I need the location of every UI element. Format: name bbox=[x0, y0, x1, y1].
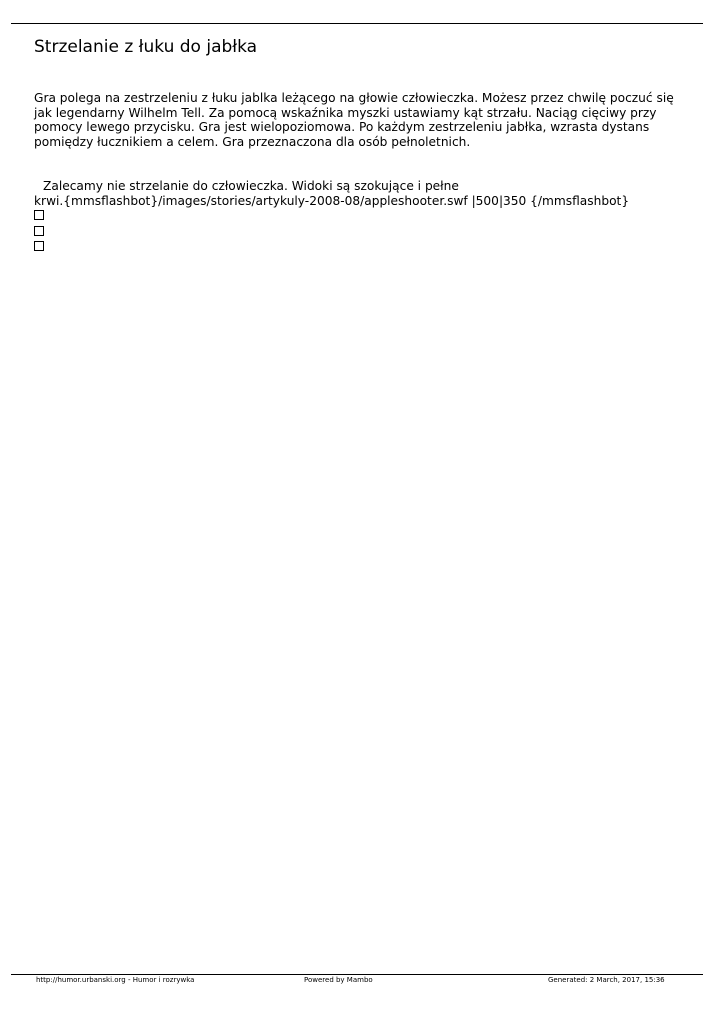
missing-glyph-box bbox=[34, 226, 44, 236]
warning-line: Zalecamy nie strzelanie do człowieczka. Widoki są szokujące i pełne bbox=[43, 179, 459, 193]
intro-line: pomiędzy łucznikiem a celem. Gra przeznaczona dla osób pełnoletnich. bbox=[34, 135, 471, 150]
article-warning bbox=[34, 179, 684, 208]
footer-powered-by: Powered by Mambo bbox=[304, 976, 373, 984]
footer-generated-date: Generated: 2 March, 2017, 15:36 bbox=[548, 976, 665, 984]
intro-line: jak legendarny Wilhelm Tell. Za pomocą wskaźnika myszki ustawiamy kąt strzału. Naciąg cięciwy przy bbox=[34, 105, 657, 120]
intro-line: Gra polega na zestrzeleniu z łuku jablka leżącego na głowie człowieczka. Możesz przez chwilę poczuć się bbox=[34, 91, 674, 105]
missing-glyph-boxes bbox=[34, 207, 44, 257]
footer-divider bbox=[11, 974, 703, 975]
header-divider bbox=[11, 23, 703, 24]
intro-line: pomocy lewego przycisku. Gra jest wielopoziomowa. Po każdym zestrzeleniu jabłka, wzrasta dystans bbox=[34, 120, 650, 135]
article-title: Strzelanie z łuku do jabłka bbox=[34, 37, 258, 57]
footer-site-link[interactable]: http://humor.urbanski.org - Humor i rozrywka bbox=[36, 976, 195, 984]
missing-glyph-box bbox=[34, 210, 44, 220]
warning-line: krwi.{mmsflashbot}/images/stories/artykuly-2008-08/appleshooter.swf |500|350 {/mmsflashbot} bbox=[34, 193, 630, 208]
article-intro bbox=[34, 91, 684, 150]
missing-glyph-box bbox=[34, 241, 44, 251]
